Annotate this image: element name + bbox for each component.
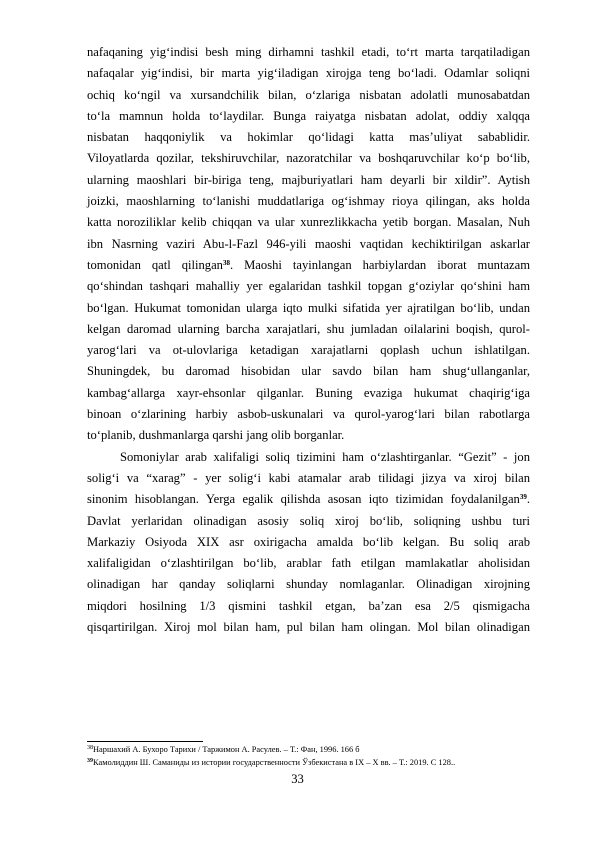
text-line: ibn Nasrning vaziri Abu-l-Fazl 946-yili maoshi vaqtidan kechiktirilgan askarlar xyxy=(87,236,530,251)
text-line: Viloyatlarda qozilar, tekshiruvchilar, nazoratchilar va boshqaruvchilar koʻp boʻlib, xyxy=(87,151,530,166)
text-line: Shuningdek, bu daromad hisobidan ular savdo bilan ham shugʻullanganlar, xyxy=(87,364,530,379)
footnote-ref-39[interactable]: 39 xyxy=(519,493,527,502)
text-line: nisbatan haqqoniylik va hokimlar qoʻlidagi katta masʼuliyat sabablidir. xyxy=(87,130,530,145)
text-line: qo‘shindan tashqari mahalliy yer egalaridan tashkil topgan g‘oziylar qo‘shini ham xyxy=(87,279,530,294)
text-segment: tomonidan qatl qilingan xyxy=(87,257,223,272)
footnote-38 xyxy=(87,743,530,756)
footnotes xyxy=(87,743,530,769)
text-segment: sinonim hisoblangan. Yerga egalik qilishda asosan iqto tizimidan foydalanilgan xyxy=(87,492,520,507)
text-line: soligʻi va “xarag” - yer soligʻi kabi atamalar arab tilidagi jizya va xiroj bilan xyxy=(87,470,530,485)
text-line: kelgan daromad ularning barcha xarajatlari, shu jumladan oilalarini boqish, qurol- xyxy=(87,321,530,336)
text-line: Davlat yerlaridan olinadigan asosiy soliq xiroj boʻlib, soliqning ushbu turi xyxy=(87,513,530,528)
text-line: xalifaligidan oʻzlashtirilgan boʻlib, arablar fath etilgan mamlakatlar aholisidan xyxy=(87,556,530,571)
footnote-text: Камолиддин Ш. Саманиды из истории государственности Ўзбекистана в IX – X вв. – Т.: 2019. С 128.. xyxy=(93,758,456,767)
text-line: joizki, maoshlarning toʻlanishi muddatlariga ogʻishmay rioya qilingan, aks holda xyxy=(87,194,530,209)
text-line: Somoniylar arab xalifaligi soliq tizimini ham oʻzlashtirganlar. “Gezit” - jon xyxy=(120,449,530,464)
text-line: binoan oʻzlarining harbiy asbob-uskunalari va qurol-yarogʻlari bilan rabotlarga xyxy=(87,407,530,422)
text-line: katta noroziliklar kelib chiqqan va ular xunrezlikkacha yetib borgan. Masalan, Nuh xyxy=(87,215,530,230)
text-line: ochiq koʻngil va xursandchilik bilan, oʻzlariga nisbatan adolatli munosabatdan xyxy=(87,87,530,102)
footnote-ref-38[interactable]: 38 xyxy=(222,258,230,267)
text-line xyxy=(87,255,530,276)
text-line: Markaziy Osiyoda XIX asr oxirigacha amalda boʻlib kelgan. Bu soliq arab xyxy=(87,534,530,549)
text-line: nafaqaning yigʻindisi besh ming dirhamni tashkil etadi, toʻrt marta tarqatiladigan xyxy=(87,45,530,59)
text-segment: . xyxy=(526,492,530,507)
text-line: kambagʻallarga xayr-ehsonlar qilganlar. Buning evaziga hukumat chaqirigʻiga xyxy=(87,385,530,400)
text-line: miqdori hosilning 1/3 qismini tashkil etgan, baʼzan esa 2/5 qismigacha xyxy=(87,598,530,613)
page-number: 33 xyxy=(291,772,304,786)
text-line: boʻlgan. Hukumat tomonidan ularga iqto mulki sifatida yer ajratilgan boʻlib, undan xyxy=(87,300,530,315)
footnote-number: 39 xyxy=(87,758,93,764)
footnote-39 xyxy=(87,756,530,769)
text-line xyxy=(87,489,530,510)
text-line: nafaqalar yigʻindisi, bir marta yigʻiladigan xirojga teng boʻladi. Odamlar soliqni xyxy=(87,66,530,81)
footnote-text: Наршахий А. Бухоро Тарихи / Таржимон А. Расулев. – Т.: Фан, 1996. 166 б xyxy=(93,745,360,754)
footnote-divider xyxy=(87,741,203,742)
text-segment: . Maoshi tayinlangan harbiylardan iborat muntazam xyxy=(229,257,531,272)
text-line: yarogʻlari va ot-ulovlariga ketadigan xarajatlarni qoplash uchun ishlatilgan. xyxy=(87,343,530,358)
text-line: toʻla mamnun holda toʻlaydilar. Bunga raiyatga nisbatan adolat, oddiy xalqqa xyxy=(87,108,530,123)
text-line: ularning maoshlari bir-biriga teng, majburiyatlari ham deyarli bir xildir”. Aytish xyxy=(87,172,530,187)
text-line: qisqartirilgan. Xiroj mol bilan ham, pul bilan ham olingan. Mol bilan olinadigan xyxy=(87,620,530,635)
footnote-number: 38 xyxy=(87,745,93,751)
text-line: olinadigan har qanday soliqlarni shunday nomlaganlar. Olinadigan xirojning xyxy=(87,577,530,592)
text-line: toʻplanib, dushmanlarga qarshi jang olib borganlar. xyxy=(87,428,345,443)
body-text xyxy=(87,42,530,638)
